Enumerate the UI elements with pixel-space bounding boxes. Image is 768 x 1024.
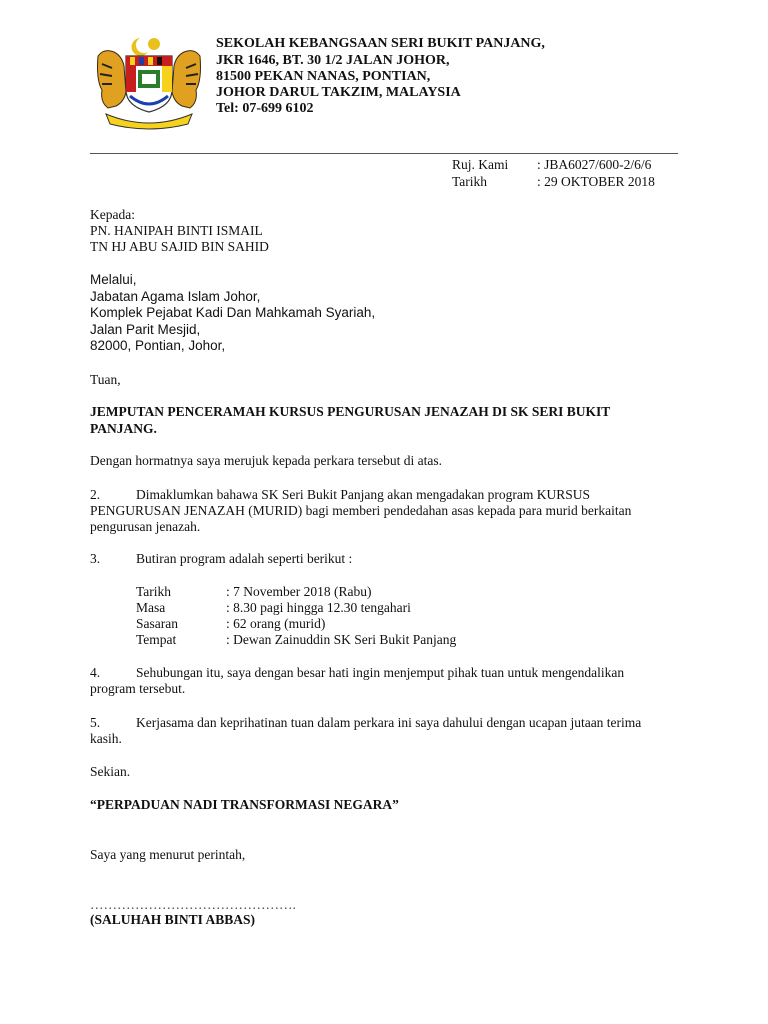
signatory-name: (SALUHAH BINTI ABBAS) xyxy=(90,912,256,927)
via-line-2: Komplek Pejabat Kadi Dan Mahkamah Syariah, xyxy=(90,305,376,320)
address-line-3: JOHOR DARUL TAKZIM, MALAYSIA xyxy=(216,85,461,100)
subject-line-1: JEMPUTAN PENCERAMAH KURSUS PENGURUSAN JENAZAH DI SK SERI BUKIT xyxy=(90,404,611,419)
para-5-line-1: Kerjasama dan keprihatinan tuan dalam perkara ini saya dahului dengan ucapan jutaan terima xyxy=(136,715,642,730)
date-label: Tarikh xyxy=(452,174,488,189)
recipient-label: Kepada: xyxy=(90,207,135,222)
via-line-1: Jabatan Agama Islam Johor, xyxy=(90,289,261,304)
para-2-line-3: pengurusan jenazah. xyxy=(90,519,201,534)
telephone: Tel: 07-699 6102 xyxy=(216,101,314,116)
detail-label: Sasaran xyxy=(136,616,178,631)
para-2-line-2: PENGURUSAN JENAZAH (MURID) bagi memberi pendedahan asas kepada para murid berkaitan xyxy=(90,503,632,518)
para-2-number: 2. xyxy=(90,487,101,502)
detail-label: Tarikh xyxy=(136,584,172,599)
motto: “PERPADUAN NADI TRANSFORMASI NEGARA” xyxy=(90,797,399,812)
recipient-name-1: PN. HANIPAH BINTI ISMAIL xyxy=(90,223,263,238)
intro-paragraph: Dengan hormatnya saya merujuk kepada perkara tersebut di atas. xyxy=(90,453,442,468)
letterhead-divider xyxy=(90,153,678,154)
para-2-line-1: Dimaklumkan bahawa SK Seri Bukit Panjang akan mengadakan program KURSUS xyxy=(136,487,591,502)
salutation: Tuan, xyxy=(90,372,121,387)
coat-of-arms-icon xyxy=(88,34,210,130)
detail-value: : Dewan Zainuddin SK Seri Bukit Panjang xyxy=(226,632,457,647)
ref-label: Ruj. Kami xyxy=(452,157,509,172)
para-3-number: 3. xyxy=(90,551,101,566)
school-name: SEKOLAH KEBANGSAAN SERI BUKIT PANJANG, xyxy=(216,36,545,51)
detail-label: Tempat xyxy=(136,632,177,647)
address-line-2: 81500 PEKAN NANAS, PONTIAN, xyxy=(216,69,431,84)
detail-value: : 7 November 2018 (Rabu) xyxy=(226,584,372,599)
address-line-1: JKR 1646, BT. 30 1/2 JALAN JOHOR, xyxy=(216,53,450,68)
date-value: : 29 OKTOBER 2018 xyxy=(537,174,655,189)
ref-value: : JBA6027/600-2/6/6 xyxy=(537,157,652,172)
para-4-line-1: Sehubungan itu, saya dengan besar hati ingin menjemput pihak tuan untuk mengendalikan xyxy=(136,665,625,680)
recipient-name-2: TN HJ ABU SAJID BIN SAHID xyxy=(90,239,269,254)
via-label: Melalui, xyxy=(90,272,137,287)
para-5-line-2: kasih. xyxy=(90,731,122,746)
para-3-text: Butiran program adalah seperti berikut : xyxy=(136,551,353,566)
via-line-3: Jalan Parit Mesjid, xyxy=(90,322,201,337)
via-line-4: 82000, Pontian, Johor, xyxy=(90,338,226,353)
para-4-number: 4. xyxy=(90,665,101,680)
closing-obedient: Saya yang menurut perintah, xyxy=(90,847,246,862)
para-5-number: 5. xyxy=(90,715,101,730)
subject-line-2: PANJANG. xyxy=(90,421,157,436)
detail-label: Masa xyxy=(136,600,166,615)
para-4-line-2: program tersebut. xyxy=(90,681,186,696)
detail-value: : 8.30 pagi hingga 12.30 tengahari xyxy=(226,600,411,615)
signature-line: ………………………………………. xyxy=(90,897,296,912)
detail-value: : 62 orang (murid) xyxy=(226,616,326,631)
closing-sekian: Sekian. xyxy=(90,764,131,779)
